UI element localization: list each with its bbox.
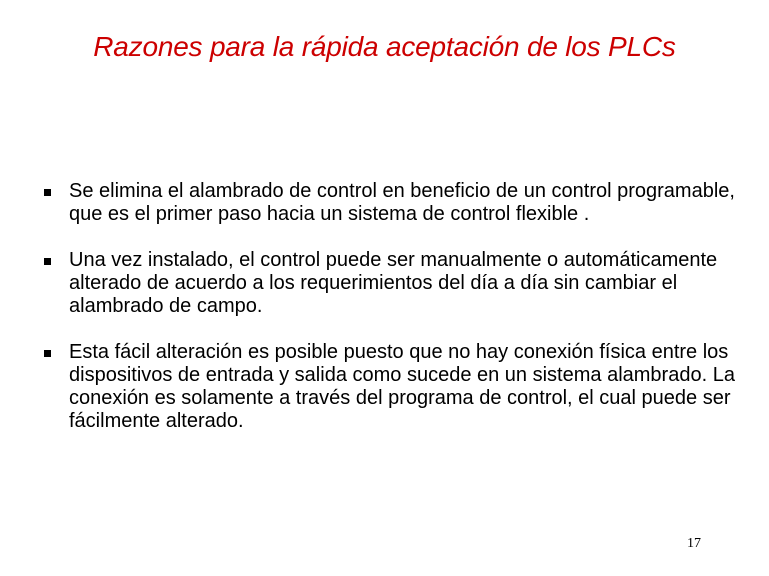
bullet-list: [44, 180, 744, 433]
page-number: 17: [687, 536, 701, 551]
bullet-text: Se elimina el alambrado de control en beneficio de un control programable, que es el primer paso hacia un sistema de control flexible .: [69, 180, 735, 225]
bullet-item: [44, 180, 744, 226]
bullet-item: [44, 341, 744, 433]
bullet-text: Esta fácil alteración es posible puesto que no hay conexión física entre los dispositivos de entrada y salida como sucede en un sistema alambrado. La conexión es solamente a través del programa de control, el cual puede ser fácilmente alterado.: [69, 341, 735, 432]
bullet-text: Una vez instalado, el control puede ser manualmente o automáticamente alterado de acuerdo a los requerimientos del día a día sin cambiar el alambrado de campo.: [69, 249, 718, 317]
slide-title: Razones para la rápida aceptación de los PLCs: [93, 31, 676, 62]
square-bullet-icon: [44, 189, 51, 196]
bullet-item: [44, 249, 744, 318]
square-bullet-icon: [44, 350, 51, 357]
square-bullet-icon: [44, 258, 51, 265]
